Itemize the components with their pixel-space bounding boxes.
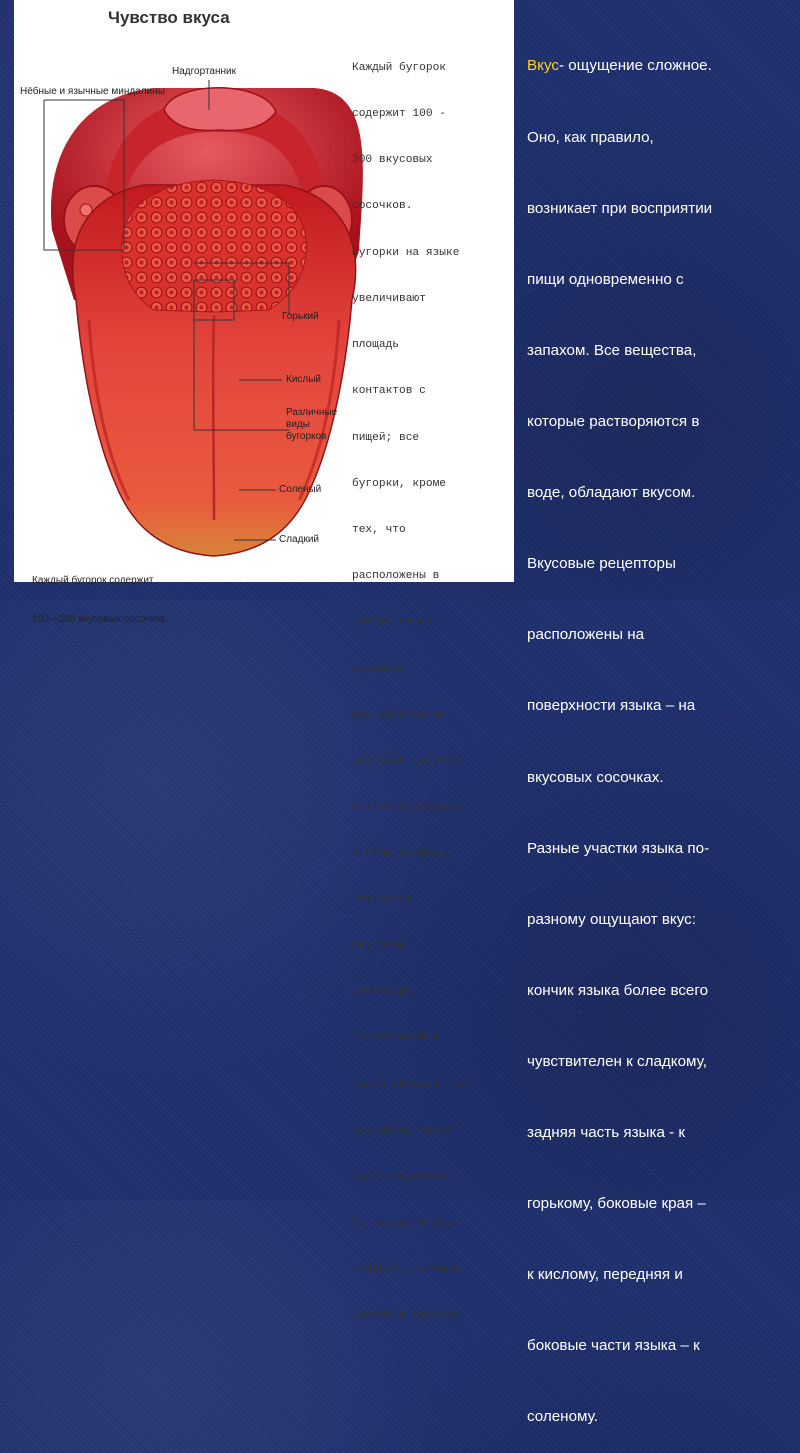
- description-line: Разные участки языка по-: [527, 839, 710, 857]
- description-line-start: - ощущение сложное.: [558, 57, 712, 75]
- label-types-1: Различные: [286, 407, 338, 418]
- papillae-region: [122, 180, 307, 312]
- description-line: соленому.: [527, 1408, 598, 1426]
- description-line: вкусовых сосочках.: [527, 768, 664, 786]
- label-sour: Кислый: [286, 374, 322, 385]
- caption-line: тех, что: [352, 524, 406, 536]
- description-line: расположены на: [527, 626, 645, 644]
- caption-line: рецепторы,: [352, 986, 420, 999]
- caption-line: площадь: [352, 339, 399, 352]
- caption-line: языка реагируют: [352, 1171, 453, 1184]
- description-line: возникает при восприятии: [527, 199, 713, 217]
- label-salty: Соленый: [279, 484, 322, 495]
- description-line: воде, обладают вкусом.: [527, 484, 696, 502]
- label-tonsils: Нёбные и язычные миндалины: [20, 86, 165, 97]
- figure-title: Чувство вкуса: [108, 8, 230, 27]
- caption-line: содержат: [352, 662, 406, 675]
- caption-line: находятся: [352, 893, 413, 906]
- caption-line: многочисленные: [352, 708, 446, 721]
- label-types-3: бугорков: [286, 431, 327, 442]
- caption-line: Каждый бугорок: [352, 61, 446, 74]
- figure-caption: [352, 30, 512, 1355]
- description-line: поверхности языка – на: [527, 697, 696, 715]
- description-line: разному ощущают вкус:: [527, 910, 696, 928]
- label-epiglottis: Надгортанник: [172, 66, 236, 77]
- caption-line: 200 вкусовых: [352, 154, 433, 167]
- caption-line: расположены в: [352, 570, 440, 583]
- caption-line: сосочков.: [352, 200, 413, 213]
- bottom-note-line: Каждый бугорок содержит: [32, 575, 154, 586]
- median-groove: [213, 315, 214, 520]
- description-line: Оно, как правило,: [527, 128, 654, 146]
- caption-line: различные части: [352, 1124, 453, 1137]
- caption-line: вкусовые сосочки.: [352, 755, 467, 768]
- description-line: пищи одновременно с: [527, 270, 684, 288]
- caption-line: расположенные: [352, 1032, 440, 1045]
- description-text: [527, 7, 789, 1453]
- caption-line: контактов с: [352, 385, 426, 398]
- label-sweet: Сладкий: [279, 534, 319, 545]
- description-line: к кислому, передняя и: [527, 1266, 683, 1284]
- caption-line: бугорки, кроме: [352, 477, 446, 490]
- caption-line: центре языка,: [352, 616, 440, 629]
- highlight-word: Вкус: [527, 57, 559, 75]
- caption-line: Бугорки на языке: [352, 246, 460, 259]
- description-line: [527, 54, 789, 78]
- caption-line: В этих последних,: [352, 801, 467, 814]
- caption-line: вкусовые: [352, 939, 406, 952]
- description-line: горькому, боковые края –: [527, 1195, 706, 1213]
- caption-line: на разные вкусы -: [352, 1217, 467, 1230]
- caption-line: кислый и горький.: [352, 1309, 467, 1322]
- label-types-2: виды: [286, 419, 310, 430]
- caption-line: пищей; все: [352, 431, 420, 444]
- bottom-note: [32, 548, 168, 652]
- description-line: которые растворяются в: [527, 412, 700, 430]
- description-line: Вкусовые рецепторы: [527, 555, 676, 573]
- description-line: запахом. Все вещества,: [527, 341, 697, 359]
- caption-line: в свою очередь,: [352, 847, 453, 860]
- caption-line: содержит 100 -: [352, 108, 446, 121]
- bottom-note-line: 100—200 вкусовых сосочков.: [32, 614, 169, 625]
- label-bitter: Горький: [282, 311, 319, 322]
- description-line: задняя часть языка - к: [527, 1124, 686, 1142]
- caption-line: сладкий, соленый,: [352, 1263, 467, 1276]
- caption-line: увеличивают: [352, 292, 426, 305]
- illustration-panel: [14, 0, 514, 1322]
- caption-line: таким образом, что: [352, 1078, 473, 1091]
- description-line: боковые части языка – к: [527, 1337, 700, 1355]
- description-line: кончик языка более всего: [527, 981, 709, 999]
- description-line: чувствителен к сладкому,: [527, 1052, 707, 1070]
